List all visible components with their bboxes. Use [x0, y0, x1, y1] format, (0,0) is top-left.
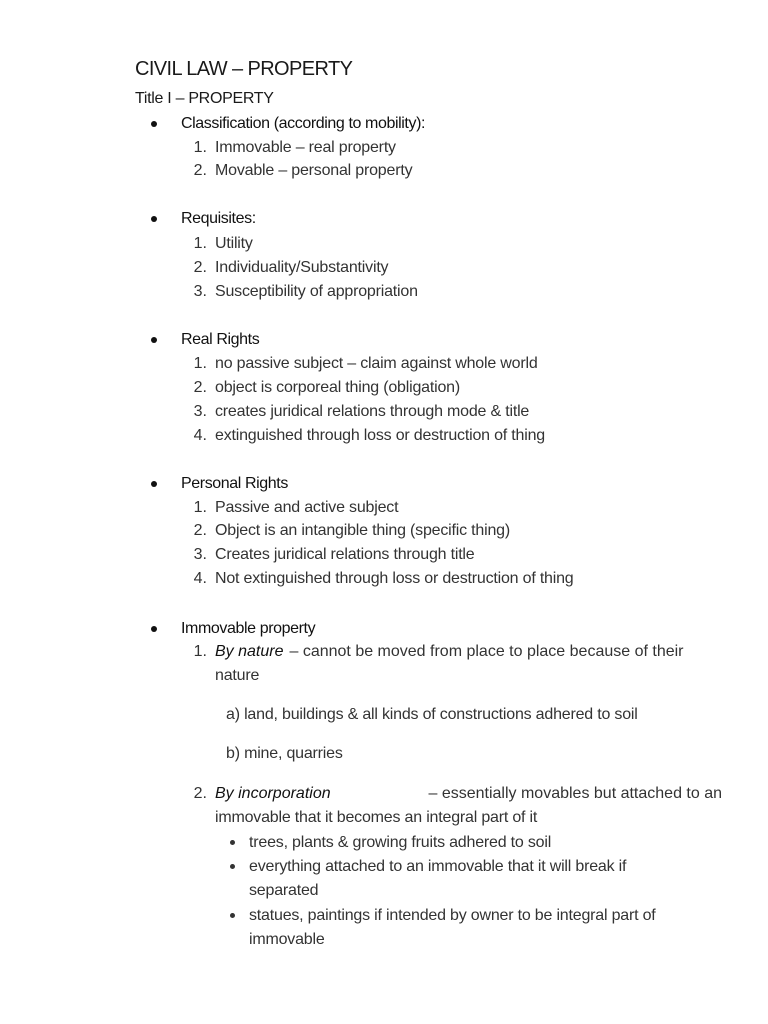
- list-number: 1.: [193, 643, 207, 660]
- list-number: 2.: [193, 522, 207, 539]
- bullet-icon: [151, 626, 157, 632]
- justified-line: [215, 641, 722, 663]
- term-by-nature: By nature: [215, 643, 284, 660]
- list-item: Passive and active subject: [215, 499, 399, 516]
- list-number: 3.: [193, 403, 207, 420]
- list-item: Movable – personal property: [215, 162, 413, 179]
- list-item: no passive subject – claim against whole world: [215, 355, 538, 372]
- sub-list-item: statues, paintings if intended by owner to be integral part of: [249, 907, 656, 924]
- list-number: 1.: [193, 235, 207, 252]
- sub-list-item-continuation: separated: [249, 882, 319, 899]
- list-item: Not extinguished through loss or destruction of thing: [215, 570, 574, 587]
- list-number: 2.: [193, 785, 207, 802]
- sub-list-item: trees, plants & growing fruits adhered to soil: [249, 834, 552, 851]
- list-number: 1.: [193, 139, 207, 156]
- list-number: 4.: [193, 570, 207, 587]
- sub-list-item: everything attached to an immovable that it will break if: [249, 858, 627, 875]
- sub-bullet-icon: [230, 864, 235, 869]
- list-item: Creates juridical relations through title: [215, 546, 475, 563]
- list-number: 3.: [193, 283, 207, 300]
- section-heading: Real Rights: [181, 331, 260, 348]
- list-number: 4.: [193, 427, 207, 444]
- sub-bullet-icon: [230, 913, 235, 918]
- list-number: 3.: [193, 546, 207, 563]
- section-heading: Immovable property: [181, 620, 316, 637]
- bullet-icon: [151, 216, 157, 222]
- list-item: Immovable – real property: [215, 139, 396, 156]
- list-item: Utility: [215, 235, 253, 252]
- justified-line: [215, 783, 722, 805]
- list-item: Susceptibility of appropriation: [215, 283, 418, 300]
- list-number: 1.: [193, 499, 207, 516]
- section-heading: Personal Rights: [181, 475, 288, 492]
- page-title: CIVIL LAW – PROPERTY: [135, 58, 353, 80]
- list-item: Object is an intangible thing (specific thing): [215, 522, 510, 539]
- list-number: 2.: [193, 259, 207, 276]
- list-item: extinguished through loss or destruction of thing: [215, 427, 545, 444]
- example-item: b) mine, quarries: [226, 745, 343, 762]
- bullet-icon: [151, 121, 157, 127]
- by-nature-text: – cannot be moved from place to place because of their: [289, 643, 684, 660]
- term-by-incorporation: By incorporation: [215, 785, 331, 802]
- example-item: a) land, buildings & all kinds of constructions adhered to soil: [226, 706, 638, 723]
- list-item: object is corporeal thing (obligation): [215, 379, 460, 396]
- bullet-icon: [151, 337, 157, 343]
- list-number: 2.: [193, 379, 207, 396]
- list-item: creates juridical relations through mode & title: [215, 403, 530, 420]
- list-item-continuation: immovable that it becomes an integral part of it: [215, 809, 538, 826]
- title-heading: Title I – PROPERTY: [135, 90, 274, 107]
- bullet-icon: [151, 481, 157, 487]
- section-heading: Classification (according to mobility):: [181, 115, 426, 132]
- sub-list-item-continuation: immovable: [249, 931, 325, 948]
- sub-bullet-icon: [230, 840, 235, 845]
- list-number: 1.: [193, 355, 207, 372]
- by-incorporation-text: – essentially movables but attached to an: [428, 785, 722, 802]
- list-item: Individuality/Substantivity: [215, 259, 389, 276]
- list-item-continuation: nature: [215, 667, 260, 684]
- list-number: 2.: [193, 162, 207, 179]
- section-heading: Requisites:: [181, 210, 256, 227]
